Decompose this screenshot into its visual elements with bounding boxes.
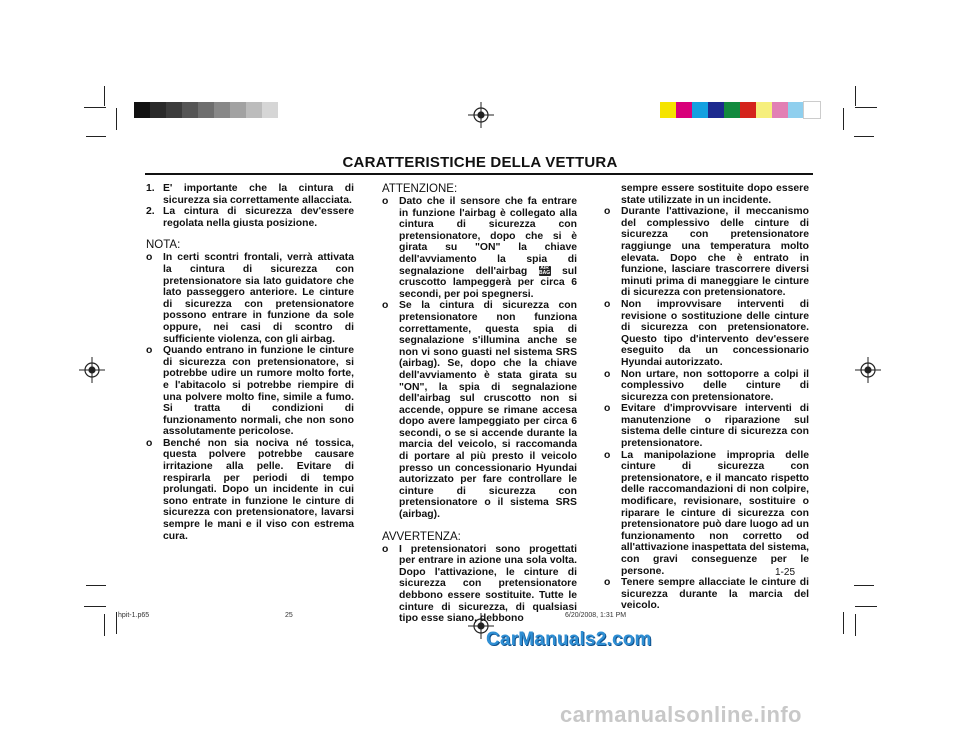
calibration-swatch	[724, 102, 740, 118]
title-rule	[145, 173, 813, 175]
list-item: 1. E' importante che la cintura di sicurezza sia correttamente allacciata.	[146, 183, 354, 206]
list-item: o La manipolazione impropria delle cinture di sicurezza con pretensionatore, e il mancato rispetto delle raccomandazioni di non colpire, modificare, revisionare, sostituire o riparare le cinture di sicurezza con pretensionatore può dare luogo ad un funzionamento non corretto od all'attivazione inaspettata del sistema, con gravi conseguenze per le persone.	[604, 449, 809, 577]
calibration-swatch	[676, 102, 692, 118]
color-calibration-bar	[660, 102, 820, 118]
calibration-swatch	[708, 102, 724, 118]
list-item: o Benché non sia nociva né tossica, questa polvere potrebbe causare irritazione alla pelle. Evitare di respirarla per periodi di tempo prolungati. Dopo un incidente in cui sono entrate in funzione le cinture di sicurezza con pretensionatore, lavarsi sempre le mani e il viso con estrema cura.	[146, 437, 354, 542]
page-number: 1-25	[775, 567, 796, 578]
slug-file: hpit-1.p65	[118, 612, 150, 619]
calibration-swatch	[756, 102, 772, 118]
registration-mark-icon	[855, 357, 881, 383]
slug-date: 6/20/2008, 1:31 PM	[565, 612, 627, 619]
list-item: o Durante l'attivazione, il meccanismo del complessivo delle cinture di sicurezza con pretensionatore raggiunge una temperatura molto elevata. Dopo che è entrato in funzione, lasciare trascorrere diversi minuti prima di maneggiare le cinture di sicurezza con pretensionatore.	[604, 206, 809, 299]
avvertenza-heading: AVVERTENZA:	[382, 530, 461, 543]
column-middle	[382, 183, 577, 625]
attenzione-heading: ATTENZIONE:	[382, 183, 458, 195]
list-item: o Se la cintura di sicurezza con pretensionatore non funziona correttamente, questa spia di segnalazione s'illumina anche se non vi sono guasti nel sistema SRS (airbag). Se, dopo che la chiave dell'avviamento è stata girata su "ON", la spia di segnalazione dell'airbag sul cruscotto non si accende, oppure se rimane accesa dopo avere lampeggiato per circa 6 secondi, o se si accende durante la marcia del veicolo, si raccomanda di portare al più presto il veicolo presso un concessionario Hyundai autorizzato per fare controllare le cinture di sicurezza con pretensionatore o il sistema SRS (airbag).	[382, 300, 577, 521]
calibration-swatch	[262, 102, 278, 118]
calibration-swatch	[804, 102, 820, 118]
column-right	[604, 183, 809, 612]
calibration-swatch	[198, 102, 214, 118]
nota-heading: NOTA:	[146, 239, 181, 252]
calibration-swatch	[660, 102, 676, 118]
airbag-warning-icon: AIR BAG	[539, 264, 551, 276]
watermark-site[interactable]: carmanualsonline.info	[560, 702, 802, 727]
registration-mark-icon	[79, 357, 105, 383]
calibration-swatch	[246, 102, 262, 118]
calibration-swatch	[692, 102, 708, 118]
grayscale-calibration-bar	[134, 102, 278, 118]
list-item: o Tenere sempre allacciate le cinture di sicurezza durante la marcia del veicolo.	[604, 577, 809, 612]
registration-mark-icon	[468, 102, 494, 128]
calibration-swatch	[772, 102, 788, 118]
calibration-swatch	[230, 102, 246, 118]
watermark-logo[interactable]: CarManuals2.com	[486, 629, 652, 650]
calibration-swatch	[182, 102, 198, 118]
page-title: CARATTERISTICHE DELLA VETTURA	[342, 154, 618, 171]
calibration-swatch	[740, 102, 756, 118]
column-left	[146, 183, 354, 542]
list-item: o Evitare d'improvvisare interventi di manutenzione o riparazione sul sistema delle cinture di sicurezza con pretensionatore.	[604, 403, 809, 450]
calibration-swatch	[150, 102, 166, 118]
list-item: o Non improvvisare interventi di revisione o sostituzione delle cinture di sicurezza con pretensionatore. Questo tipo d'intervento dev'essere eseguito da un concessionario Hyundai autorizzato.	[604, 298, 809, 368]
list-item: o Quando entrano in funzione le cinture di sicurezza con pretensionatore, si potrebbe udire un rumore molto forte, e l'abitacolo si potrebbe riempire di una polvere molto fine, simile a fumo. Si tratta di condizioni di funzionamento normali, che non sono assolutamente pericolose.	[146, 345, 354, 438]
calibration-swatch	[166, 102, 182, 118]
calibration-swatch	[788, 102, 804, 118]
list-item: 2. La cintura di sicurezza dev'essere regolata nella giusta posizione.	[146, 206, 354, 229]
slug-page: 25	[285, 612, 293, 619]
list-item: o In certi scontri frontali, verrà attivata la cintura di sicurezza con pretensionatore sia lato guidatore che lato passeggero anteriore. Le cinture di sicurezza con pretensionatore possono entrare in funzione da sole oppure, nei casi di scontro di sufficiente violenza, con gli airbag.	[146, 252, 354, 345]
list-item: o Non urtare, non sottoporre a colpi il complessivo delle cinture di sicurezza con pretensionatore.	[604, 368, 809, 403]
list-item: o I pretensionatori sono progettati per entrare in azione una sola volta. Dopo l'attivazione, le cinture di sicurezza con pretensionatore debbono essere sostituite. Tutte le cinture di sicurezza, di qualsiasi tipo esse siano, debbono	[382, 543, 577, 625]
calibration-swatch	[214, 102, 230, 118]
continuation-text: sempre essere sostituite dopo essere state utilizzate in un incidente.	[621, 183, 809, 206]
calibration-swatch	[134, 102, 150, 118]
list-item: o Dato che il sensore che fa entrare in funzione l'airbag è collegato alla cintura di sicurezza con pretensionatore, dopo che si è girata su "ON" la chiave dell'avviamento la spia di segnalazione dell'airbag AIR BAG sul cruscotto lampeggerà per circa 6 secondi, per poi spegnersi.	[382, 196, 577, 300]
